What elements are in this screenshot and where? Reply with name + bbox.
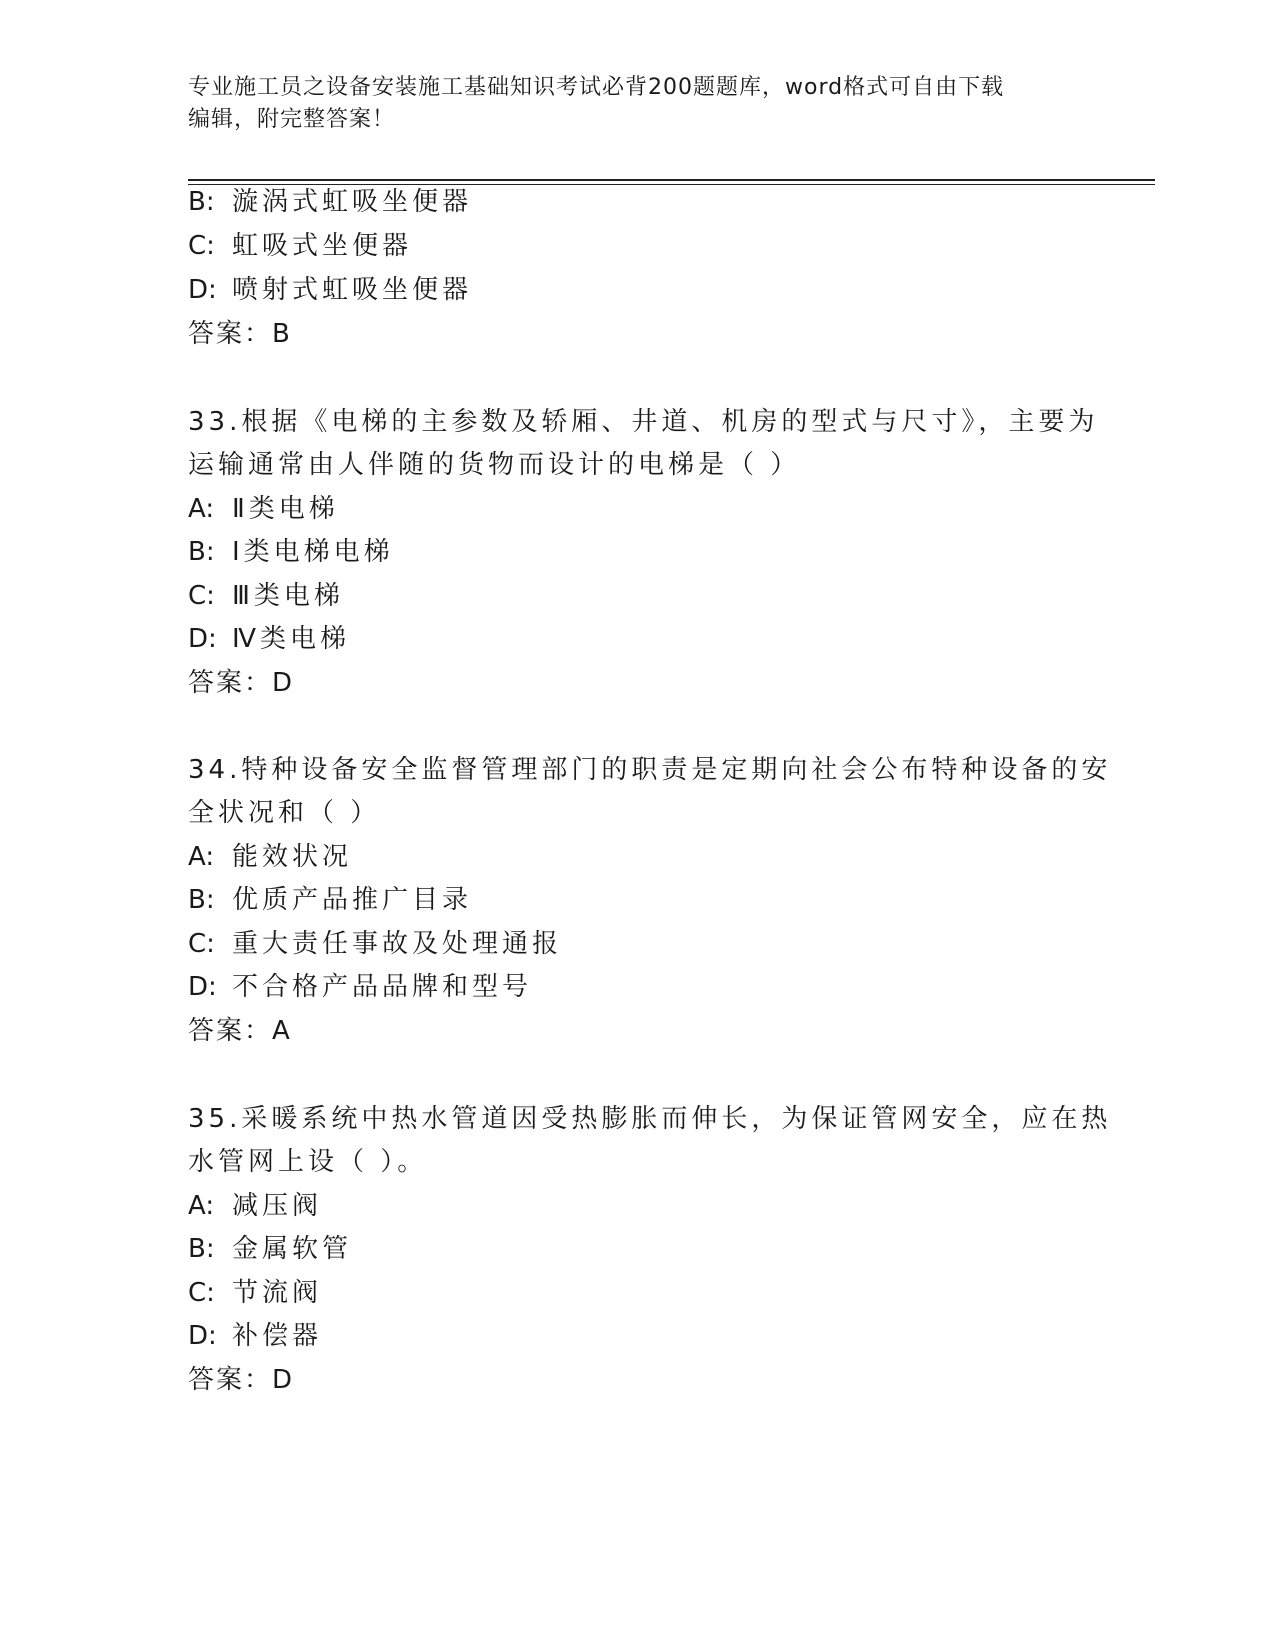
- q33-option-d: [188, 621, 350, 657]
- option-key: C:: [188, 231, 215, 261]
- q34-stem-line-1: 34.特种设备安全监督管理部门的职责是定期向社会公布特种设备的安: [188, 755, 1112, 785]
- option-text: 喷射式虹吸坐便器: [232, 275, 473, 305]
- option-text: 漩涡式虹吸坐便器: [232, 187, 473, 217]
- q33-stem-line-2: 运输通常由人伴随的货物而设计的电梯是（ ）: [188, 450, 801, 480]
- option-text: 减压阀: [232, 1191, 323, 1221]
- option-text: 优质产品推广目录: [232, 885, 473, 915]
- q35-answer: 答案：D: [188, 1365, 295, 1395]
- option-key: B:: [188, 885, 215, 915]
- q34-option-a: [188, 839, 352, 875]
- q33-option-c: [188, 578, 344, 614]
- q33-option-b: [188, 534, 394, 570]
- option-text: 补偿器: [232, 1321, 323, 1351]
- option-key: C:: [188, 929, 215, 959]
- option-text: 能效状况: [232, 842, 353, 872]
- option-text: Ⅳ类电梯: [232, 624, 350, 654]
- option-key: A:: [188, 494, 215, 524]
- option-key: D:: [188, 624, 217, 654]
- option-text: 金属软管: [232, 1234, 353, 1264]
- option-key: A:: [188, 1191, 215, 1221]
- header-line-1: 专业施工员之设备安装施工基础知识考试必背200题题库，word格式可自由下载: [188, 75, 1005, 100]
- q35-stem-line-2: 水管网上设（ ）。: [188, 1147, 428, 1177]
- q35-option-a: [188, 1188, 322, 1224]
- q33-stem-line-1: 33.根据《电梯的主参数及轿厢、井道、机房的型式与尺寸》，主要为: [188, 407, 1099, 437]
- document-header: [188, 72, 1088, 136]
- option-key: B:: [188, 537, 215, 567]
- option-text: Ⅰ类电梯电梯: [232, 537, 394, 567]
- q32-option-d: [188, 272, 472, 308]
- q34-option-b: [188, 882, 472, 918]
- option-key: B:: [188, 187, 215, 217]
- q35-option-c: [188, 1275, 322, 1311]
- option-key: D:: [188, 275, 217, 305]
- q34-stem-line-2: 全状况和（ ）: [188, 798, 381, 828]
- q32-answer: 答案：B: [188, 319, 292, 349]
- option-text: 虹吸式坐便器: [232, 231, 413, 261]
- option-key: D:: [188, 972, 217, 1002]
- option-text: Ⅲ类电梯: [232, 581, 344, 611]
- header-divider-thick: [188, 179, 1155, 181]
- q33-option-a: [188, 491, 339, 527]
- q35-stem-line-1: 35.采暖系统中热水管道因受热膨胀而伸长，为保证管网安全，应在热: [188, 1104, 1112, 1134]
- option-key: A:: [188, 842, 215, 872]
- option-text: 重大责任事故及处理通报: [232, 929, 563, 959]
- option-key: B:: [188, 1234, 215, 1264]
- option-text: Ⅱ类电梯: [232, 494, 339, 524]
- option-key: C:: [188, 1278, 215, 1308]
- q35-option-d: [188, 1318, 322, 1354]
- q34-answer: 答案：A: [188, 1016, 292, 1046]
- q34-option-d: [188, 969, 532, 1005]
- option-key: D:: [188, 1321, 217, 1351]
- option-key: C:: [188, 581, 215, 611]
- q35-option-b: [188, 1231, 352, 1267]
- q33-answer: 答案：D: [188, 668, 295, 698]
- q32-option-b: [188, 184, 472, 220]
- option-text: 不合格产品品牌和型号: [232, 972, 533, 1002]
- header-line-2: 编辑，附完整答案！: [188, 107, 396, 132]
- option-text: 节流阀: [232, 1278, 323, 1308]
- q34-option-c: [188, 926, 562, 962]
- q32-option-c: [188, 228, 412, 264]
